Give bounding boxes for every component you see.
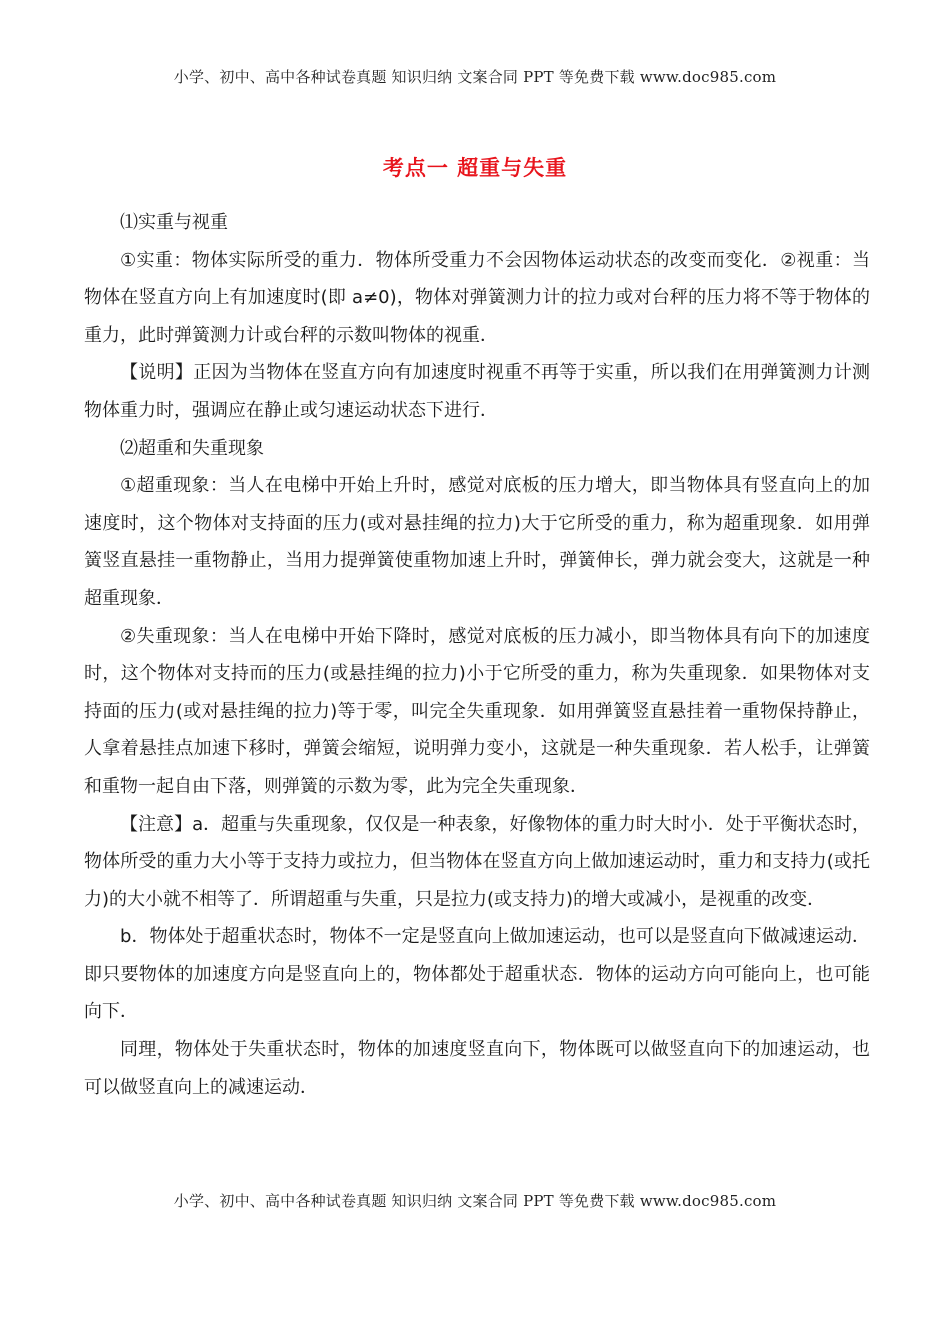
paragraph-real-weight-definition: ①实重：物体实际所受的重力．物体所受重力不会因物体运动状态的改变而变化．②视重：当物体在竖直方向上有加速度时(即 a≠0)，物体对弹簧测力计的拉力或对台秤的压力将不等于物体的重力，此时弹簧测力计或台秤的示数叫物体的视重． bbox=[84, 249, 870, 346]
page-title: 考点一 超重与失重 bbox=[382, 156, 568, 180]
paragraph-note: 【说明】正因为当物体在竖直方向有加速度时视重不再等于实重，所以我们在用弹簧测力计测物体重力时，强调应在静止或匀速运动状态下进行． bbox=[84, 362, 870, 421]
section-heading-overweight-weightless: ⑵超重和失重现象 bbox=[120, 437, 264, 459]
paragraph-likewise: 同理，物体处于失重状态时，物体的加速度竖直向下，物体既可以做竖直向下的加速运动，也可以做竖直向上的减速运动． bbox=[84, 1039, 870, 1098]
paragraph-attention-b: b．物体处于超重状态时，物体不一定是竖直向上做加速运动，也可以是竖直向下做减速运动．即只要物体的加速度方向是竖直向上的，物体都处于超重状态．物体的运动方向可能向上，也可能向下． bbox=[84, 926, 870, 1023]
section-heading-real-apparent-weight: ⑴实重与视重 bbox=[120, 212, 228, 233]
page-header: 小学、初中、高中各种试卷真题 知识归纳 文案合同 PPT 等免费下载 www.doc985.com bbox=[173, 68, 777, 86]
paragraph-weightless: ②失重现象：当人在电梯中开始下降时，感觉对底板的压力减小，即当物体具有向下的加速度时，这个物体对支持而的压力(或悬挂绳的拉力)小于它所受的重力，称为失重现象．如果物体对支持面的压力(或对悬挂绳的拉力)等于零，叫完全失重现象．如用弹簧竖直悬挂着一重物保持静止，人拿着悬挂点加速下移时，弹簧会缩短，说明弹力变小，这就是一种失重现象．若人松手，让弹簧和重物一起自由下落，则弹簧的示数为零，此为完全失重现象． bbox=[84, 625, 870, 797]
document-body bbox=[84, 204, 870, 1106]
page-footer: 小学、初中、高中各种试卷真题 知识归纳 文案合同 PPT 等免费下载 www.doc985.com bbox=[173, 1192, 777, 1210]
paragraph-overweight: ①超重现象：当人在电梯中开始上升时，感觉对底板的压力增大，即当物体具有竖直向上的加速度时，这个物体对支持面的压力(或对悬挂绳的拉力)大于它所受的重力，称为超重现象．如用弹簧竖直悬挂一重物静止，当用力提弹簧使重物加速上升时，弹簧伸长，弹力就会变大，这就是一种超重现象． bbox=[84, 475, 870, 609]
paragraph-attention-a: 【注意】a．超重与失重现象，仅仅是一种表象，好像物体的重力时大时小．处于平衡状态时，物体所受的重力大小等于支持力或拉力，但当物体在竖直方向上做加速运动时，重力和支持力(或托力)的大小就不相等了．所谓超重与失重，只是拉力(或支持力)的增大或减小，是视重的改变． bbox=[84, 813, 870, 910]
